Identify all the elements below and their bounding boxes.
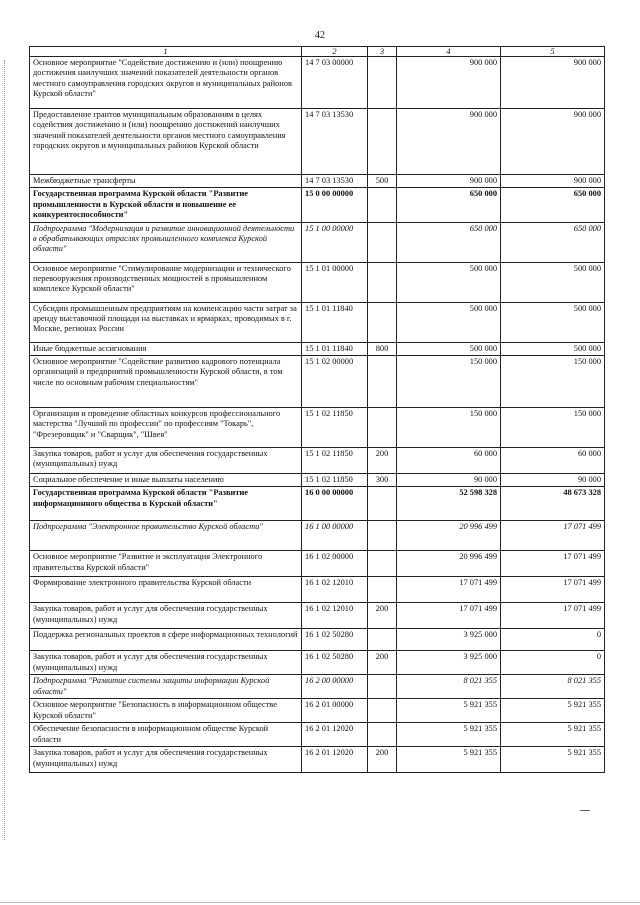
row-amount-2020-cell: 900 000: [501, 109, 605, 175]
row-vr-cell: [368, 551, 397, 577]
table-row: [30, 629, 605, 651]
row-amount-2019-cell: 650 000: [397, 188, 501, 222]
table-row: [30, 723, 605, 747]
row-name-cell: Закупка товаров, работ и услуг для обеспечения государственных (муниципальных) нужд: [30, 603, 302, 629]
table-row: [30, 109, 605, 175]
row-amount-2020-cell: 48 673 328: [501, 487, 605, 521]
row-vr-cell: [368, 109, 397, 175]
row-code-cell: 14 7 03 13530: [302, 175, 368, 188]
row-name-cell: Межбюджетные трансферты: [30, 175, 302, 188]
page-number: 42: [315, 30, 325, 41]
row-vr-cell: [368, 408, 397, 448]
row-amount-2020-cell: 150 000: [501, 356, 605, 408]
row-code-cell: 15 1 02 11850: [302, 474, 368, 487]
row-amount-2019-cell: 5 921 355: [397, 747, 501, 773]
row-amount-2020-cell: 17 071 499: [501, 603, 605, 629]
row-amount-2019-cell: 900 000: [397, 109, 501, 175]
row-code-cell: 16 1 02 50280: [302, 651, 368, 675]
row-vr-cell: 500: [368, 175, 397, 188]
row-vr-cell: [368, 302, 397, 342]
row-amount-2019-cell: 150 000: [397, 356, 501, 408]
row-name-cell: Закупка товаров, работ и услуг для обеспечения государственных (муниципальных) нужд: [30, 651, 302, 675]
row-vr-cell: 200: [368, 747, 397, 773]
row-code-cell: 16 2 00 00000: [302, 675, 368, 699]
row-name-cell: Государственная программа Курской области "Развитие промышленности в Курской области и повышение ее конкурентоспособности": [30, 188, 302, 222]
table-row: [30, 551, 605, 577]
row-code-cell: 15 0 00 00000: [302, 188, 368, 222]
row-amount-2019-cell: 20 996 499: [397, 521, 501, 551]
row-amount-2019-cell: 650 000: [397, 222, 501, 262]
row-code-cell: 16 1 00 00000: [302, 521, 368, 551]
row-amount-2020-cell: 8 021 355: [501, 675, 605, 699]
row-code-cell: 16 1 02 50280: [302, 629, 368, 651]
row-amount-2020-cell: 650 000: [501, 188, 605, 222]
row-code-cell: 15 1 01 11840: [302, 342, 368, 355]
row-amount-2020-cell: 5 921 355: [501, 747, 605, 773]
row-code-cell: 16 0 00 00000: [302, 487, 368, 521]
row-vr-cell: [368, 577, 397, 603]
row-amount-2020-cell: 150 000: [501, 408, 605, 448]
row-vr-cell: [368, 723, 397, 747]
table-row: [30, 487, 605, 521]
row-code-cell: 14 7 03 00000: [302, 57, 368, 109]
row-amount-2020-cell: 17 071 499: [501, 521, 605, 551]
row-amount-2020-cell: 90 000: [501, 474, 605, 487]
budget-table: [29, 46, 605, 773]
bottom-mark: [580, 810, 590, 811]
row-vr-cell: 300: [368, 474, 397, 487]
margin-line: [4, 60, 6, 840]
row-amount-2019-cell: 17 071 499: [397, 603, 501, 629]
table-row: [30, 448, 605, 474]
row-amount-2020-cell: 0: [501, 651, 605, 675]
table-row: [30, 302, 605, 342]
row-amount-2020-cell: 17 071 499: [501, 577, 605, 603]
row-amount-2020-cell: 500 000: [501, 342, 605, 355]
row-amount-2020-cell: 60 000: [501, 448, 605, 474]
table-row: [30, 603, 605, 629]
table-row: [30, 222, 605, 262]
row-code-cell: 16 1 02 12010: [302, 577, 368, 603]
row-vr-cell: 200: [368, 651, 397, 675]
row-code-cell: 15 1 02 00000: [302, 356, 368, 408]
row-vr-cell: [368, 222, 397, 262]
table-row: [30, 747, 605, 773]
row-name-cell: Подпрограмма "Электронное правительство Курской области": [30, 521, 302, 551]
row-amount-2020-cell: 900 000: [501, 57, 605, 109]
row-code-cell: 16 2 01 12020: [302, 747, 368, 773]
row-code-cell: 16 1 02 00000: [302, 551, 368, 577]
row-name-cell: Основное мероприятие "Стимулирование модернизации и технического перевооружения производственных мощностей в промышленном комплексе Курской области": [30, 262, 302, 302]
table-header-row: [30, 47, 605, 57]
row-vr-cell: [368, 356, 397, 408]
row-amount-2019-cell: 5 921 355: [397, 723, 501, 747]
row-amount-2019-cell: 500 000: [397, 262, 501, 302]
row-name-cell: Основное мероприятие "Содействие достижению и (или) поощрению достижения наилучших значений показателей деятельности органов местного самоуправления городских округов и муниципальных районов Курской области": [30, 57, 302, 109]
header-cell: 1: [30, 47, 302, 57]
row-vr-cell: [368, 57, 397, 109]
row-amount-2020-cell: 5 921 355: [501, 723, 605, 747]
row-amount-2020-cell: 17 071 499: [501, 551, 605, 577]
row-code-cell: 16 1 02 12010: [302, 603, 368, 629]
row-amount-2019-cell: 52 598 328: [397, 487, 501, 521]
row-name-cell: Основное мероприятие "Развитие и эксплуатация Электронного правительства Курской области": [30, 551, 302, 577]
table-row: [30, 188, 605, 222]
row-amount-2019-cell: 60 000: [397, 448, 501, 474]
row-name-cell: Иные бюджетные ассигнования: [30, 342, 302, 355]
row-amount-2019-cell: 900 000: [397, 57, 501, 109]
row-name-cell: Подпрограмма "Развитие системы защиты информации Курской области": [30, 675, 302, 699]
table-row: [30, 57, 605, 109]
header-cell: 5: [501, 47, 605, 57]
row-name-cell: Формирование электронного правительства Курской области: [30, 577, 302, 603]
row-amount-2019-cell: 90 000: [397, 474, 501, 487]
row-amount-2019-cell: 20 996 499: [397, 551, 501, 577]
row-amount-2019-cell: 500 000: [397, 302, 501, 342]
row-code-cell: 15 1 00 00000: [302, 222, 368, 262]
row-name-cell: Субсидии промышленным предприятиям на компенсацию части затрат за аренду выставочной площади на выставках и ярмарках, проводимых в г. Москве, регионах России: [30, 302, 302, 342]
table-row: [30, 356, 605, 408]
table-row: [30, 408, 605, 448]
row-name-cell: Закупка товаров, работ и услуг для обеспечения государственных (муниципальных) нужд: [30, 747, 302, 773]
row-name-cell: Основное мероприятие "Безопасность в информационном обществе Курской области": [30, 699, 302, 723]
table-row: [30, 262, 605, 302]
row-vr-cell: [368, 262, 397, 302]
row-vr-cell: [368, 629, 397, 651]
table-row: [30, 651, 605, 675]
row-amount-2020-cell: 900 000: [501, 175, 605, 188]
table-row: [30, 675, 605, 699]
row-vr-cell: [368, 699, 397, 723]
row-amount-2020-cell: 500 000: [501, 262, 605, 302]
row-amount-2020-cell: 5 921 355: [501, 699, 605, 723]
row-amount-2019-cell: 17 071 499: [397, 577, 501, 603]
row-name-cell: Поддержка региональных проектов в сфере информационных технологий: [30, 629, 302, 651]
table-row: [30, 175, 605, 188]
row-name-cell: Обеспечение безопасности в информационном обществе Курской области: [30, 723, 302, 747]
row-name-cell: Предоставление грантов муниципальным образованиям в целях содействия достижению и (или) поощрению достижений наилучших значений показателей деятельности органов местного самоуправления городских округов и муниципальных районов Курской области: [30, 109, 302, 175]
row-code-cell: 14 7 03 13530: [302, 109, 368, 175]
row-name-cell: Организация и проведение областных конкурсов профессионального мастерства "Лучший по профессии" по профессиям "Токарь", "Фрезеровщик" и "Сварщик", "Швея": [30, 408, 302, 448]
row-name-cell: Основное мероприятие "Содействие развитию кадрового потенциала организаций и предприятий промышленности Курской области, в том числе по основным рабочим специальностям": [30, 356, 302, 408]
row-code-cell: 15 1 01 00000: [302, 262, 368, 302]
table-row: [30, 474, 605, 487]
row-vr-cell: [368, 188, 397, 222]
row-amount-2019-cell: 500 000: [397, 342, 501, 355]
row-amount-2019-cell: 5 921 355: [397, 699, 501, 723]
header-cell: 4: [397, 47, 501, 57]
row-name-cell: Закупка товаров, работ и услуг для обеспечения государственных (муниципальных) нужд: [30, 448, 302, 474]
row-vr-cell: [368, 521, 397, 551]
row-vr-cell: [368, 675, 397, 699]
row-amount-2020-cell: 0: [501, 629, 605, 651]
row-amount-2020-cell: 650 000: [501, 222, 605, 262]
table-row: [30, 521, 605, 551]
row-code-cell: 15 1 02 11850: [302, 448, 368, 474]
row-name-cell: Социальное обеспечение и иные выплаты населению: [30, 474, 302, 487]
row-amount-2019-cell: 3 925 000: [397, 629, 501, 651]
row-name-cell: Государственная программа Курской области "Развитие информационного общества в Курской области": [30, 487, 302, 521]
page-edge: [0, 902, 640, 903]
table-row: [30, 577, 605, 603]
row-amount-2019-cell: 3 925 000: [397, 651, 501, 675]
row-vr-cell: 200: [368, 603, 397, 629]
row-name-cell: Подпрограмма "Модернизация и развитие инновационной деятельности в обрабатывающих отраслях промышленного комплекса Курской области": [30, 222, 302, 262]
row-vr-cell: 800: [368, 342, 397, 355]
row-vr-cell: 200: [368, 448, 397, 474]
row-code-cell: 16 2 01 12020: [302, 723, 368, 747]
row-vr-cell: [368, 487, 397, 521]
row-amount-2020-cell: 500 000: [501, 302, 605, 342]
row-code-cell: 15 1 01 11840: [302, 302, 368, 342]
row-code-cell: 15 1 02 11850: [302, 408, 368, 448]
table-row: [30, 699, 605, 723]
header-cell: 3: [368, 47, 397, 57]
row-code-cell: 16 2 01 00000: [302, 699, 368, 723]
table-row: [30, 342, 605, 355]
row-amount-2019-cell: 900 000: [397, 175, 501, 188]
row-amount-2019-cell: 8 021 355: [397, 675, 501, 699]
row-amount-2019-cell: 150 000: [397, 408, 501, 448]
header-cell: 2: [302, 47, 368, 57]
